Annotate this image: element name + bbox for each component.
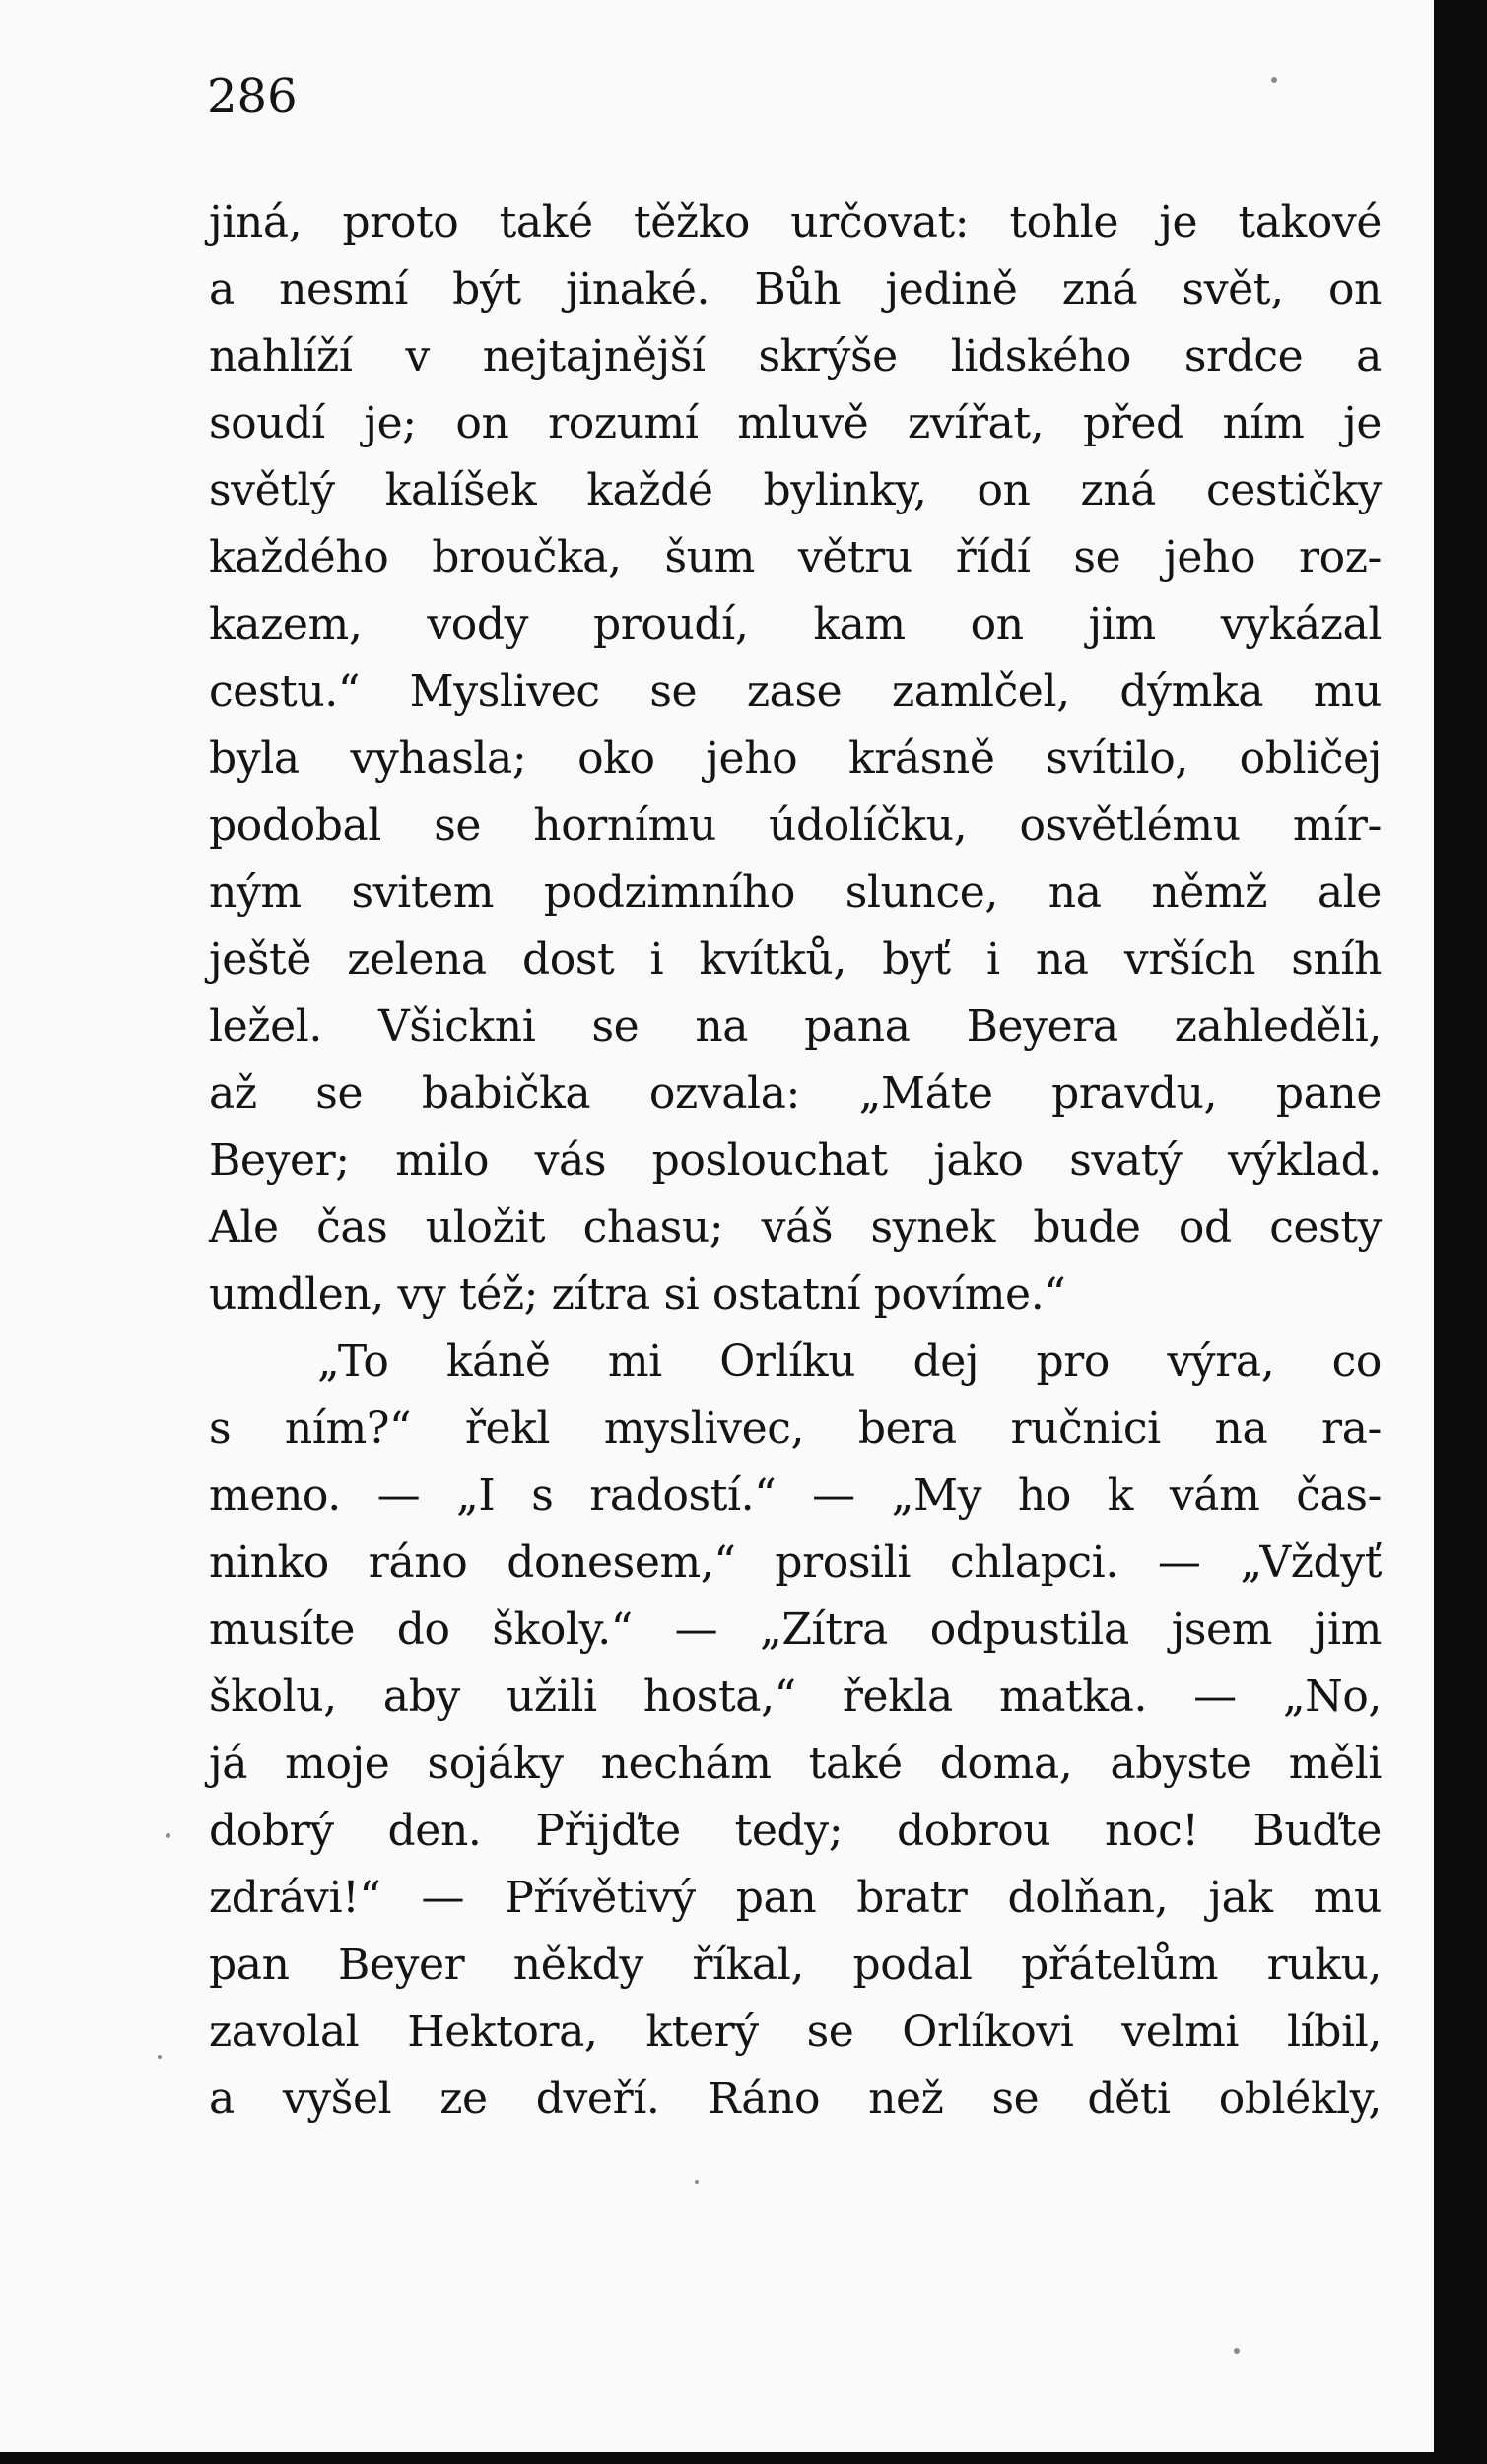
text-line: já moje sojáky nechám také doma, abyste měli (209, 1739, 1382, 1789)
text-line: musíte do školy.“ — „Zítra odpustila jsem jim (209, 1605, 1382, 1655)
text-line: meno. — „I s radostí.“ — „My ho k vám čas- (209, 1471, 1382, 1521)
text-line: zdrávi!“ — Přívětivý pan bratr dolňan, jak mu (209, 1873, 1382, 1923)
scan-speck (1271, 77, 1277, 83)
text-line: Ale čas uložit chasu; váš synek bude od cesty (209, 1202, 1382, 1253)
text-line: až se babička ozvala: „Máte pravdu, pane (209, 1068, 1382, 1119)
text-line: ninko ráno donesem,“ prosili chlapci. — „Vždyť (209, 1538, 1382, 1588)
scan-speck (158, 2055, 162, 2059)
text-line: nahlíží v nejtajnější skrýše lidského srdce a (209, 331, 1382, 381)
text-line: umdlen, vy též; zítra si ostatní povíme.“ (209, 1269, 1066, 1320)
text-line: podobal se hornímu údolíčku, osvětlému mír- (209, 800, 1382, 851)
text-line: ležel. Všickni se na pana Beyera zahleděli, (209, 1001, 1382, 1052)
text-line: s ním?“ řekl myslivec, bera ručnici na ra- (209, 1403, 1382, 1454)
text-line: byla vyhasla; oko jeho krásně svítilo, obličej (209, 733, 1382, 784)
text-line: dobrý den. Přijďte tedy; dobrou noc! Buďte (209, 1806, 1382, 1856)
text-line: a vyšel ze dveří. Ráno než se děti oblékly, (209, 2074, 1382, 2124)
text-line: soudí je; on rozumí mluvě zvířat, před ním je (209, 398, 1382, 448)
text-line: zavolal Hektora, který se Orlíkovi velmi líbil, (209, 2007, 1382, 2057)
text-line: školu, aby užili hosta,“ řekla matka. — „No, (209, 1672, 1382, 1722)
text-line: světlý kalíšek každé bylinky, on zná cestičky (209, 465, 1382, 515)
text-line: „To káně mi Orlíku dej pro výra, co (317, 1336, 1382, 1387)
text-line: Beyer; milo vás poslouchat jako svatý výklad. (209, 1135, 1382, 1186)
scan-speck (695, 2180, 699, 2184)
text-line: cestu.“ Myslivec se zase zamlčel, dýmka mu (209, 666, 1382, 717)
text-line: ným svitem podzimního slunce, na němž ale (209, 867, 1382, 918)
text-line: kazem, vody proudí, kam on jim vykázal (209, 599, 1382, 650)
text-line: ještě zelena dost i kvítků, byť i na vrších sníh (209, 934, 1382, 985)
text-line: pan Beyer někdy říkal, podal přátelům ruku, (209, 1940, 1382, 1990)
scan-speck (166, 1833, 170, 1838)
text-line: a nesmí být jinaké. Bůh jedině zná svět, on (209, 264, 1382, 314)
scan-speck (1234, 2348, 1240, 2354)
page-number: 286 (207, 69, 298, 124)
text-line: jiná, proto také těžko určovat: tohle je takové (209, 197, 1382, 247)
text-line: každého broučka, šum větru řídí se jeho roz- (209, 532, 1382, 582)
body-text (209, 189, 1382, 2133)
